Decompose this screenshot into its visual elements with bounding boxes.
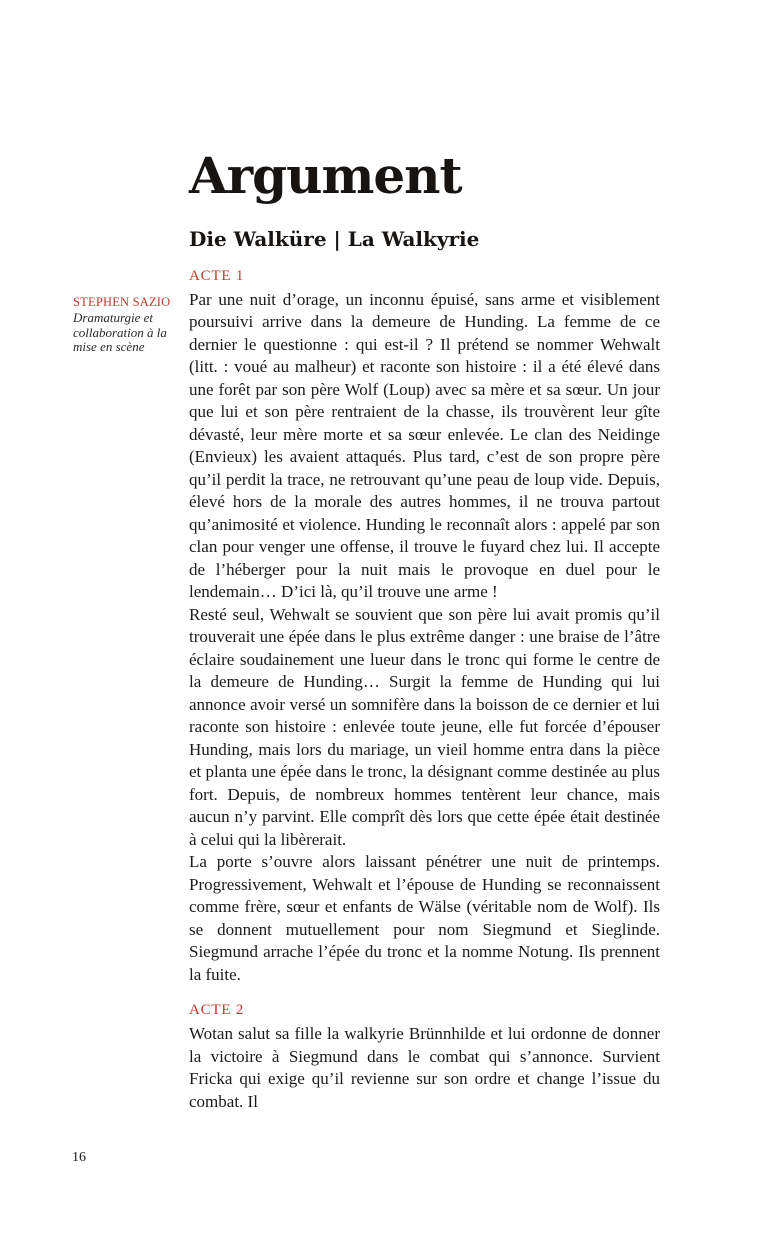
acte-1-paragraph-2: Resté seul, Wehwalt se souvient que son père lui avait promis qu’il trouverait une épée dans le plus extrême danger : une braise de l’âtre éclaire soudainement une lueur dans le tronc qui forme le centre de la demeure de Hunding… Surgit la femme de Hunding qui lui annonce avoir versé un somnifère dans la boisson de ce dernier et lui raconte son histoire : enlevée toute jeune, elle fut forcée d’épouser Hunding, mais lors du mariage, un vieil homme entra dans la pièce et planta une épée dans le tronc, la désignant comme destinée au plus fort. Depuis, de nombreux hommes tentèrent leur chance, mais aucun n’y parvint. Elle comprît dès lors que cette épée était destinée à celui qui la libèrerait. <box>189 604 660 849</box>
acte-1-paragraph-1: Par une nuit d’orage, un inconnu épuisé, sans arme et visiblement poursuivi arrive dans la demeure de Hunding. La femme de ce dernier le questionne : qui est-il ? Il prétend se nommer Wehwalt (litt. : voué au malheur) et raconte son histoire : il a été élevé dans une forêt par son père Wolf (Loup) avec sa mère et sa sœur. Un jour que lui et son père rentraient de la chasse, ils trouvèrent leur gîte dévasté, leur mère morte et sa sœur enlevée. Le clan des Neidinge (Envieux) les avaient attaqués. Plus tard, c’est de son propre père qu’il perdit la trace, ne retrouvant qu’une peau de loup vide. Depuis, élevé hors de la morale des autres hommes, il ne trouva partout qu’animosité et violence. Hunding le reconnaît alors : appelé par son clan pour venger une offense, il trouve le fuyard chez lui. Il accepte de l’héberger pour la nuit mais le provoque en duel pour le lendemain… D’ici là, qu’il trouve une arme ! <box>189 289 660 601</box>
acte-1-section <box>189 267 660 987</box>
page-number: 16 <box>72 1150 86 1165</box>
acte-2-paragraph-1: Wotan salut sa fille la walkyrie Brünnhilde et lui ordonne de donner la victoire à Siegmund dans le combat qui s’annonce. Survient Fricka qui exige qu’il revienne sur son ordre et change l’issue du combat. Il <box>189 1024 660 1111</box>
work-title: Die Walküre | La Walkyrie <box>189 226 480 251</box>
margin-note <box>73 295 185 355</box>
acte-2-section <box>189 1001 660 1113</box>
acte-1-paragraph-3: La porte s’ouvre alors laissant pénétrer une nuit de printemps. Progressivement, Wehwalt et l’épouse de Hunding se reconnaissent comme frère, sœur et enfants de Wälse (véritable nom de Wolf). Ils se donnent mutuellement pour nom Siegmund et Sieglinde. Siegmund arrache l’épée du tronc et la nomme Notung. Ils prennent la fuite. <box>189 852 660 984</box>
margin-author-name: STEPHEN SAZIO <box>73 295 171 309</box>
acte-1-heading: ACTE 1 <box>189 267 245 284</box>
acte-2-heading: ACTE 2 <box>189 1002 245 1018</box>
page-title: Argument <box>189 146 462 205</box>
main-column <box>189 146 660 1113</box>
margin-author-role: Dramaturgie et collaboration à la mise en scène <box>73 310 167 354</box>
